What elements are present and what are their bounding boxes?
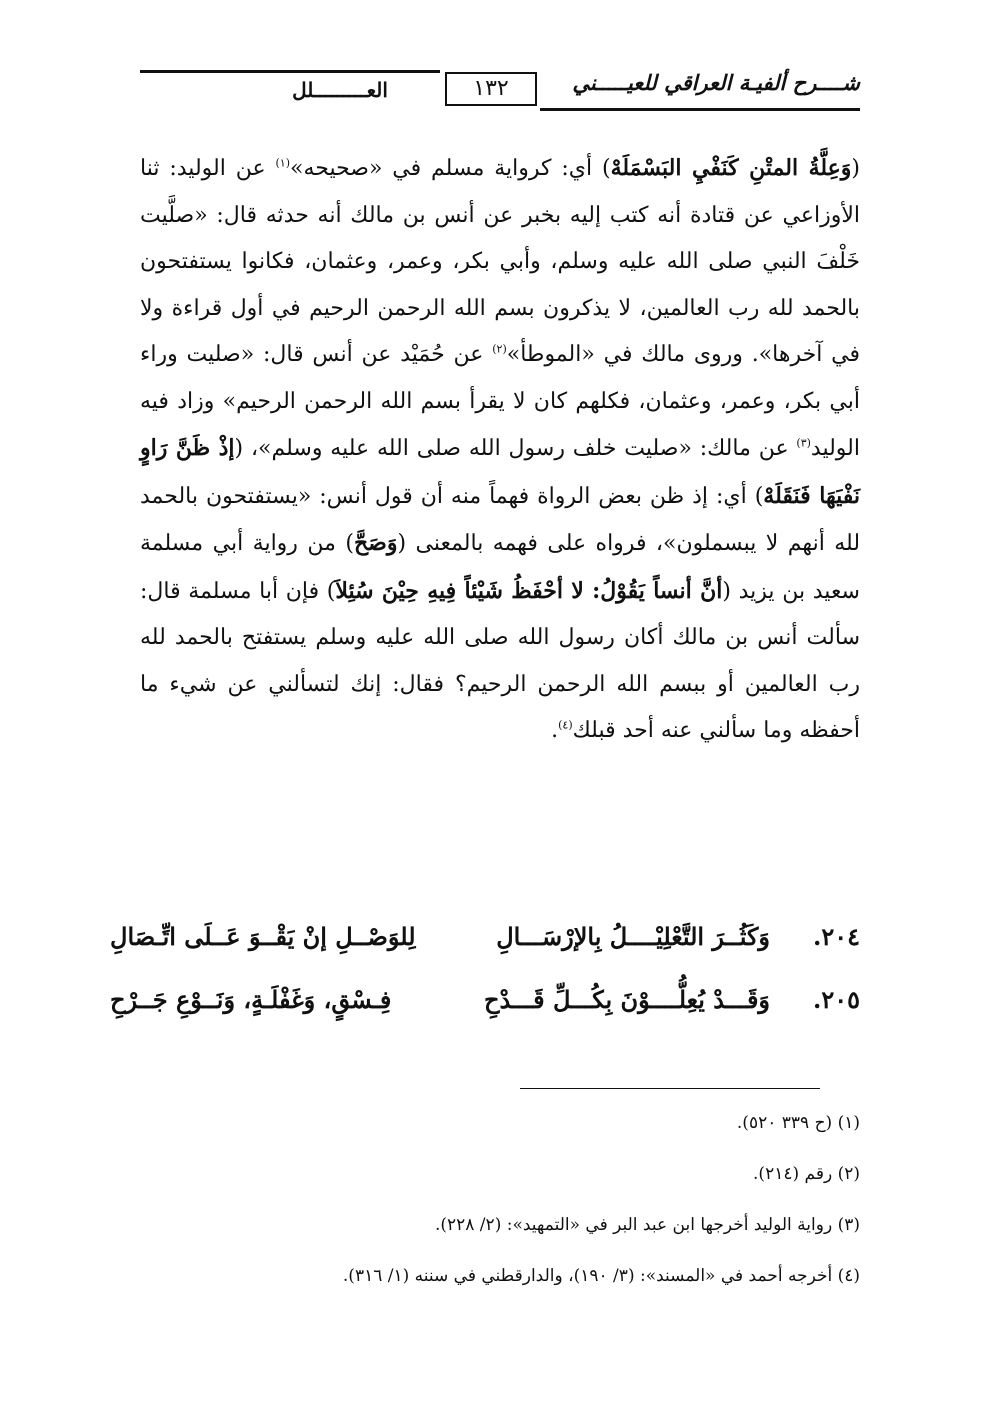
verse-first-hemistich: وَكَثُــرَ التَّعْلِيْــــلُ بِالإرْسَـــالِ [496, 922, 770, 951]
verse-quote: وَعِلَّةُ المتْنِ كَنَفْيِ البَسْمَلَهْ [610, 155, 852, 181]
footnote-ref: (١) [275, 156, 290, 170]
poem-line [110, 985, 860, 1035]
verse-second-hemistich: لِلوَصْــلِ إنْ يَقْــوَ عَــلَى اتِّـصَالِ [110, 922, 416, 951]
main-text [140, 145, 860, 755]
header-rule-bottom [540, 108, 860, 111]
footnote: (٣) رواية الوليد أخرجها ابن عبد البر في «التمهيد»: (٢/ ٢٢٨). [434, 1215, 860, 1235]
commentary-text: من رواية أبي مسلمة سعيد بن يزيد [140, 531, 860, 604]
commentary-text: عن مالك: «صليت خلف رسول الله صلى الله عليه وسلم»، [250, 436, 789, 461]
footnote-ref: (٤) [558, 718, 573, 732]
verse-number: ٢٠٥. [812, 985, 860, 1014]
commentary-paragraph: (وَعِلَّةُ المتْنِ كَنَفْيِ البَسْمَلَهْ) أي: كرواية مسلم في «صحيحه»$^{(١)}$ عن الوليد: ثنا الأوزاعي عن قتادة أنه كتب إليه بخبر عن أنس بن مالك أنه حدثه قال: «صلَّيت خَلْفَ النبي صلى الله عليه وسلم، وأبي بكر، وعمر، وعثمان، فكانوا يستفتحون بالحمد لله رب العالمين، لا يذكرون بسم الله الرحمن الرحيم في أول قراءة ولا في آخرها». وروى مالك في «الموطأ»$^{(٢)}$ عن حُمَيْد عن أنس قال: «صليت وراء أبي بكر، وعمر، وعثمان، فكلهم كان لا يقرأ بسم الله الرحمن الرحيم» وزاد فيه الوليد$^{(٣)}$ عن مالك: «صليت خلف رسول الله صلى الله عليه وسلم»، (إذْ ظَنَّ رَاوٍ نَفْيَهَا فَنَقَلَهْ) أي: إذ ظن بعض الرواة فهماً منه أن قول أنس: «يستفتحون بالحمد لله أنهم لا يبسملون»، فرواه على فهمه بالمعنى (وَصَحَّ) من رواية أبي مسلمة سعيد بن يزيد (أنَّ أنساً يَقُوْلُ: لا أحْفَظُ شَيْئاً فِيهِ حِيْنَ سُئِلاَ) فإن أبا مسلمة قال: سألت أنس بن مالك أكان رسول الله صلى الله عليه وسلم يستفتح بالحمد لله رب العالمين أو ببسم الله الرحمن الرحيم؟ فقال: إنك لتسألني عن شيء ما أحفظه وما سألني عنه أحد قبلك$^{(٤)}$. [140, 155, 861, 743]
commentary-text: عن حُمَيْد عن أنس قال: «صليت وراء أبي بكر، وعمر، وعثمان، فكلهم كان لا يقرأ بسم الله الرحمن الرحيم» وزاد فيه الوليد [140, 342, 860, 461]
book-title: شــــرح ألفيـة العراقي للعيـــــني [572, 70, 860, 95]
footnote: (٢) رقم (٢١٤). [753, 1164, 860, 1184]
verse-quote: إذْ ظَنَّ رَاوٍ نَفْيَهَا فَنَقَلَهْ [140, 435, 861, 509]
header-rule-top [140, 70, 440, 73]
commentary-text: أي: إذ ظن بعض الرواة فهماً منه أن قول أنس: «يستفتحون بالحمد لله أنهم لا يبسملون»، فرواه على فهمه بالمعنى [140, 483, 861, 556]
footnote: (٤) أخرجه أحمد في «المسند»: (٣/ ١٩٠)، والدارقطني في سننه (١/ ٣١٦). [342, 1266, 860, 1286]
footnote-ref: (٣) [796, 436, 811, 450]
verse-second-hemistich: فِـسْقٍ، وَغَفْلَـةٍ، وَنَــوْعِ جَــرْحِ [110, 985, 392, 1014]
section-title: العـــــــــلل [292, 78, 388, 102]
poem-line [110, 922, 860, 972]
commentary-text: فإن أبا مسلمة قال: سألت أنس بن مالك أكان رسول الله صلى الله عليه وسلم يستفتح بالحمد لله رب العالمين أو ببسم الله الرحمن الرحيم؟ فقال: إنك لتسألني عن شيء ما أحفظه وما سألني عنه أحد قبلك [140, 578, 860, 743]
verse-first-hemistich: وَقَـــدْ يُعِلُّــــوْنَ بِكُـــلِّ قَـــدْحِ [483, 985, 770, 1014]
footnote-ref: (٢) [492, 342, 507, 356]
footnote-separator [520, 1088, 820, 1089]
footnotes [140, 1108, 860, 1312]
verse-number: ٢٠٤. [812, 922, 860, 951]
footnote: (١) (ح ٣٣٩ ٥٢٠). [736, 1113, 860, 1133]
verse-quote: وَصَحَّ [353, 530, 398, 556]
period: . [551, 718, 559, 743]
page-number: ١٣٢ [445, 72, 537, 106]
commentary-text: أي: كرواية مسلم في «صحيحه» [289, 156, 593, 181]
commentary-text: عن الوليد: ثنا الأوزاعي عن قتادة أنه كتب إليه بخبر عن أنس بن مالك أنه حدثه قال: «صلَّيت خَلْفَ النبي صلى الله عليه وسلم، وأبي بكر، وعمر، وعثمان، فكانوا يستفتحون بالحمد لله رب العالمين، لا يذكرون بسم الله الرحمن الرحيم في أول قراءة ولا في آخرها». وروى مالك في «الموطأ» [140, 156, 861, 367]
running-header [140, 60, 860, 120]
verse-quote: أنَّ أنساً يَقُوْلُ: لا أحْفَظُ شَيْئاً فِيهِ حِيْنَ سُئِلاَ [335, 577, 723, 604]
